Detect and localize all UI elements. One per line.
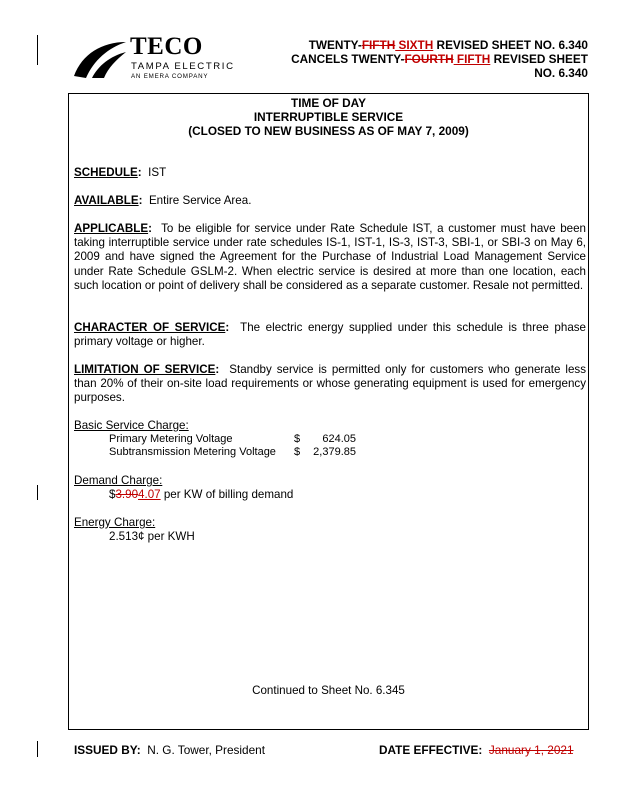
schedule-section: SCHEDULE: IST (74, 166, 167, 179)
available-label: AVAILABLE (74, 194, 139, 207)
deleted-text: FOURTH (404, 52, 454, 66)
logo-tagline: AN EMERA COMPANY (131, 73, 209, 80)
issued-value: N. G. Tower, President (147, 743, 266, 757)
company-logo (72, 34, 252, 84)
basic-charge-row: Primary Metering Voltage $ 624.05 (109, 433, 356, 445)
continued-note: Continued to Sheet No. 6.345 (252, 684, 405, 697)
revision-bar-header (37, 35, 38, 65)
date-effective (379, 743, 574, 757)
teco-swoosh-icon (72, 36, 128, 80)
deleted-text: FIFTH (361, 38, 396, 52)
character-label: CHARACTER OF SERVICE (74, 321, 226, 334)
issued-label: ISSUED BY: (74, 743, 141, 757)
revision-bar-demand (37, 485, 38, 500)
limitation-label: LIMITATION OF SERVICE (74, 363, 216, 376)
issued-by (74, 743, 265, 757)
character-section: CHARACTER OF SERVICE: The electric energy supplied under this schedule is three phase primary voltage or higher. (74, 321, 587, 349)
energy-charge-heading: Energy Charge: (74, 516, 156, 529)
applicable-section: APPLICABLE: To be eligible for service under Rate Schedule IST, a customer must have been taking interruptible service under rate schedules IS-1, IST-1, IS-3, IST-3, SBI-1, or SBI-3 on May 6, 2009 and have signed the Agreement for the Purchase of Industrial Load Management Service under Rate Schedule GSLM-2. When electric service is desired at more than one location, each such location or point of delivery shall be considered as a separate customer. Resale not permitted. (74, 222, 586, 292)
basic-charge-row: Subtransmission Metering Voltage $ 2,379.85 (109, 446, 356, 458)
basic-charge-heading: Basic Service Charge: (74, 419, 189, 432)
available-section: AVAILABLE: Entire Service Area. (74, 194, 252, 207)
inserted-text: 4.07 (138, 488, 161, 501)
effective-label: DATE EFFECTIVE: (379, 743, 483, 757)
limitation-section: LIMITATION OF SERVICE: Standby service is permitted only for customers who generate less than 20% of their on-site load requirements or whose generating equipment is used for emergency purposes. (74, 363, 586, 405)
demand-charge-value: $3.904.07 per KW of billing demand (109, 488, 294, 501)
character-text: The electric energy supplied under this schedule is three phase primary voltage or higher. (74, 321, 587, 349)
inserted-text: SIXTH (395, 38, 434, 52)
logo-subtitle: TAMPA ELECTRIC (131, 61, 235, 72)
available-value: Entire Service Area. (148, 194, 252, 207)
deleted-text: 3.90 (115, 488, 139, 501)
logo-name: TECO (130, 33, 203, 60)
limitation-text: Standby service is permitted only for customers who generate less than 20% of their on-site load requirements or whose generating equipment is used for emergency purposes. (74, 363, 586, 405)
tariff-frame (68, 93, 589, 730)
sheet-line-2: CANCELS TWENTY-FOURTH FIFTH REVISED SHEET (291, 52, 588, 66)
schedule-value: IST (148, 166, 167, 179)
effective-value: January 1, 2021 (488, 743, 574, 757)
applicable-text: To be eligible for service under Rate Schedule IST, a customer must have been taking interruptible service under rate schedules IS-1, IST-1, IS-3, IST-3, SBI-1, or SBI-3 on May 6, 2009 and have signed the Agreement for the Purchase of Industrial Load Management Service under Rate Schedule GSLM-2. When electric service is desired at more than one location, each such location or point of delivery shall be considered as a separate customer. Resale not permitted. (74, 222, 586, 292)
demand-charge-heading: Demand Charge: (74, 474, 163, 487)
applicable-label: APPLICABLE (74, 222, 149, 235)
schedule-label: SCHEDULE (74, 166, 138, 179)
inserted-text: FIFTH (453, 52, 491, 66)
sheet-number-header (291, 38, 588, 80)
revision-bar-footer (37, 741, 38, 757)
sheet-line-3: NO. 6.340 (534, 66, 588, 80)
page-title: TIME OF DAY INTERRUPTIBLE SERVICE (CLOSED TO NEW BUSINESS AS OF MAY 7, 2009) (188, 96, 469, 138)
sheet-line-1: TWENTY-FIFTH SIXTH REVISED SHEET NO. 6.340 (308, 38, 588, 52)
energy-charge-value: 2.513¢ per KWH (109, 530, 195, 543)
